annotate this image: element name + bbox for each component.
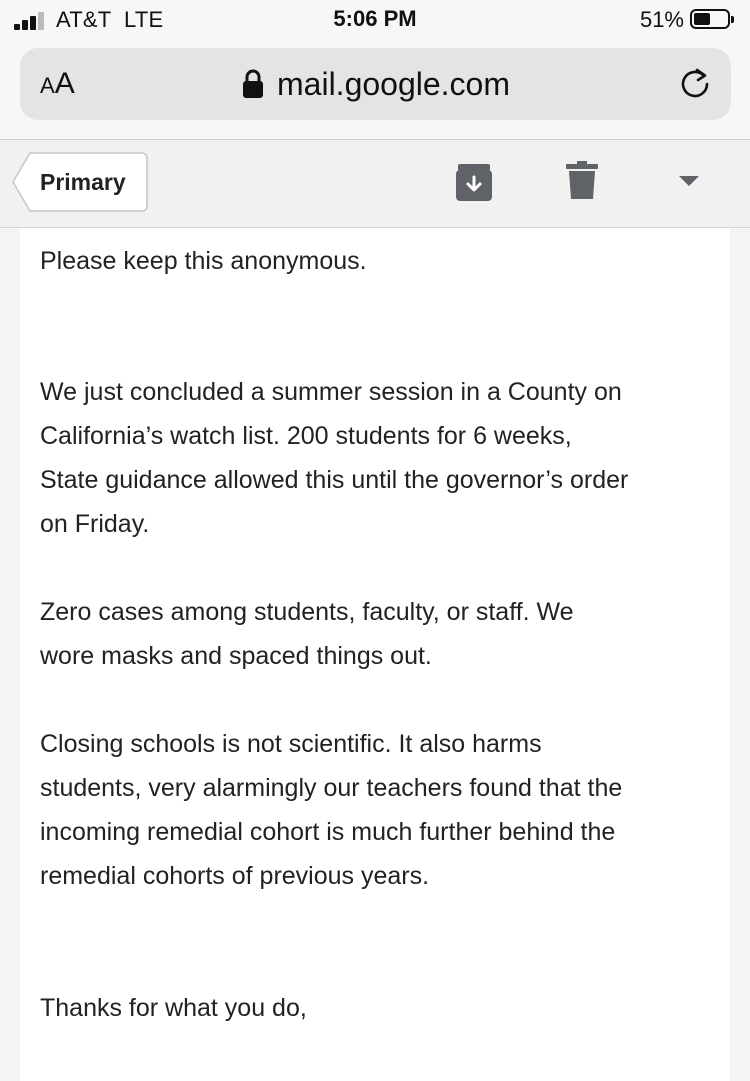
chevron-down-icon[interactable] <box>678 174 700 188</box>
battery-fill <box>694 13 710 25</box>
message-line: Please keep this anonymous. <box>40 247 367 275</box>
back-label: Primary <box>40 169 126 195</box>
message-line: Thanks for what you do, <box>40 994 307 1022</box>
message-line: Closing schools is not scientific. It also harms <box>40 730 542 758</box>
message-line: remedial cohorts of previous years. <box>40 862 430 890</box>
message-line: Zero cases among students, faculty, or staff. We <box>40 598 574 626</box>
address-bar[interactable] <box>20 48 731 120</box>
battery-icon <box>690 9 736 31</box>
reload-icon[interactable] <box>677 66 713 102</box>
message-line: on Friday. <box>40 510 150 538</box>
text-size-small-a: A <box>40 73 55 98</box>
trash-icon[interactable] <box>565 160 599 200</box>
message-line: wore masks and spaced things out. <box>40 642 432 670</box>
status-time: 5:06 PM <box>333 6 417 31</box>
message-body <box>20 228 730 1081</box>
url-text: mail.google.com <box>277 66 510 102</box>
battery-percentage: 51% <box>639 7 684 32</box>
message-line: incoming remedial cohort is much further behind the <box>40 818 616 846</box>
lock-icon <box>241 69 265 99</box>
back-to-primary-button[interactable] <box>12 152 148 212</box>
archive-icon[interactable] <box>455 162 493 202</box>
status-bar <box>0 0 750 40</box>
url-display[interactable] <box>20 62 731 106</box>
message-line: students, very alarmingly our teachers found that the <box>40 774 623 802</box>
message-line: We just concluded a summer session in a County on <box>40 378 622 406</box>
message-toolbar <box>0 140 750 228</box>
network-type: LTE <box>124 7 164 32</box>
carrier-name: AT&T <box>56 7 112 32</box>
message-line: California’s watch list. 200 students for 6 weeks, <box>40 422 572 450</box>
text-size-big-a: A <box>54 67 75 100</box>
browser-url-area <box>0 40 750 140</box>
message-line: State guidance allowed this until the governor’s order <box>40 466 629 494</box>
